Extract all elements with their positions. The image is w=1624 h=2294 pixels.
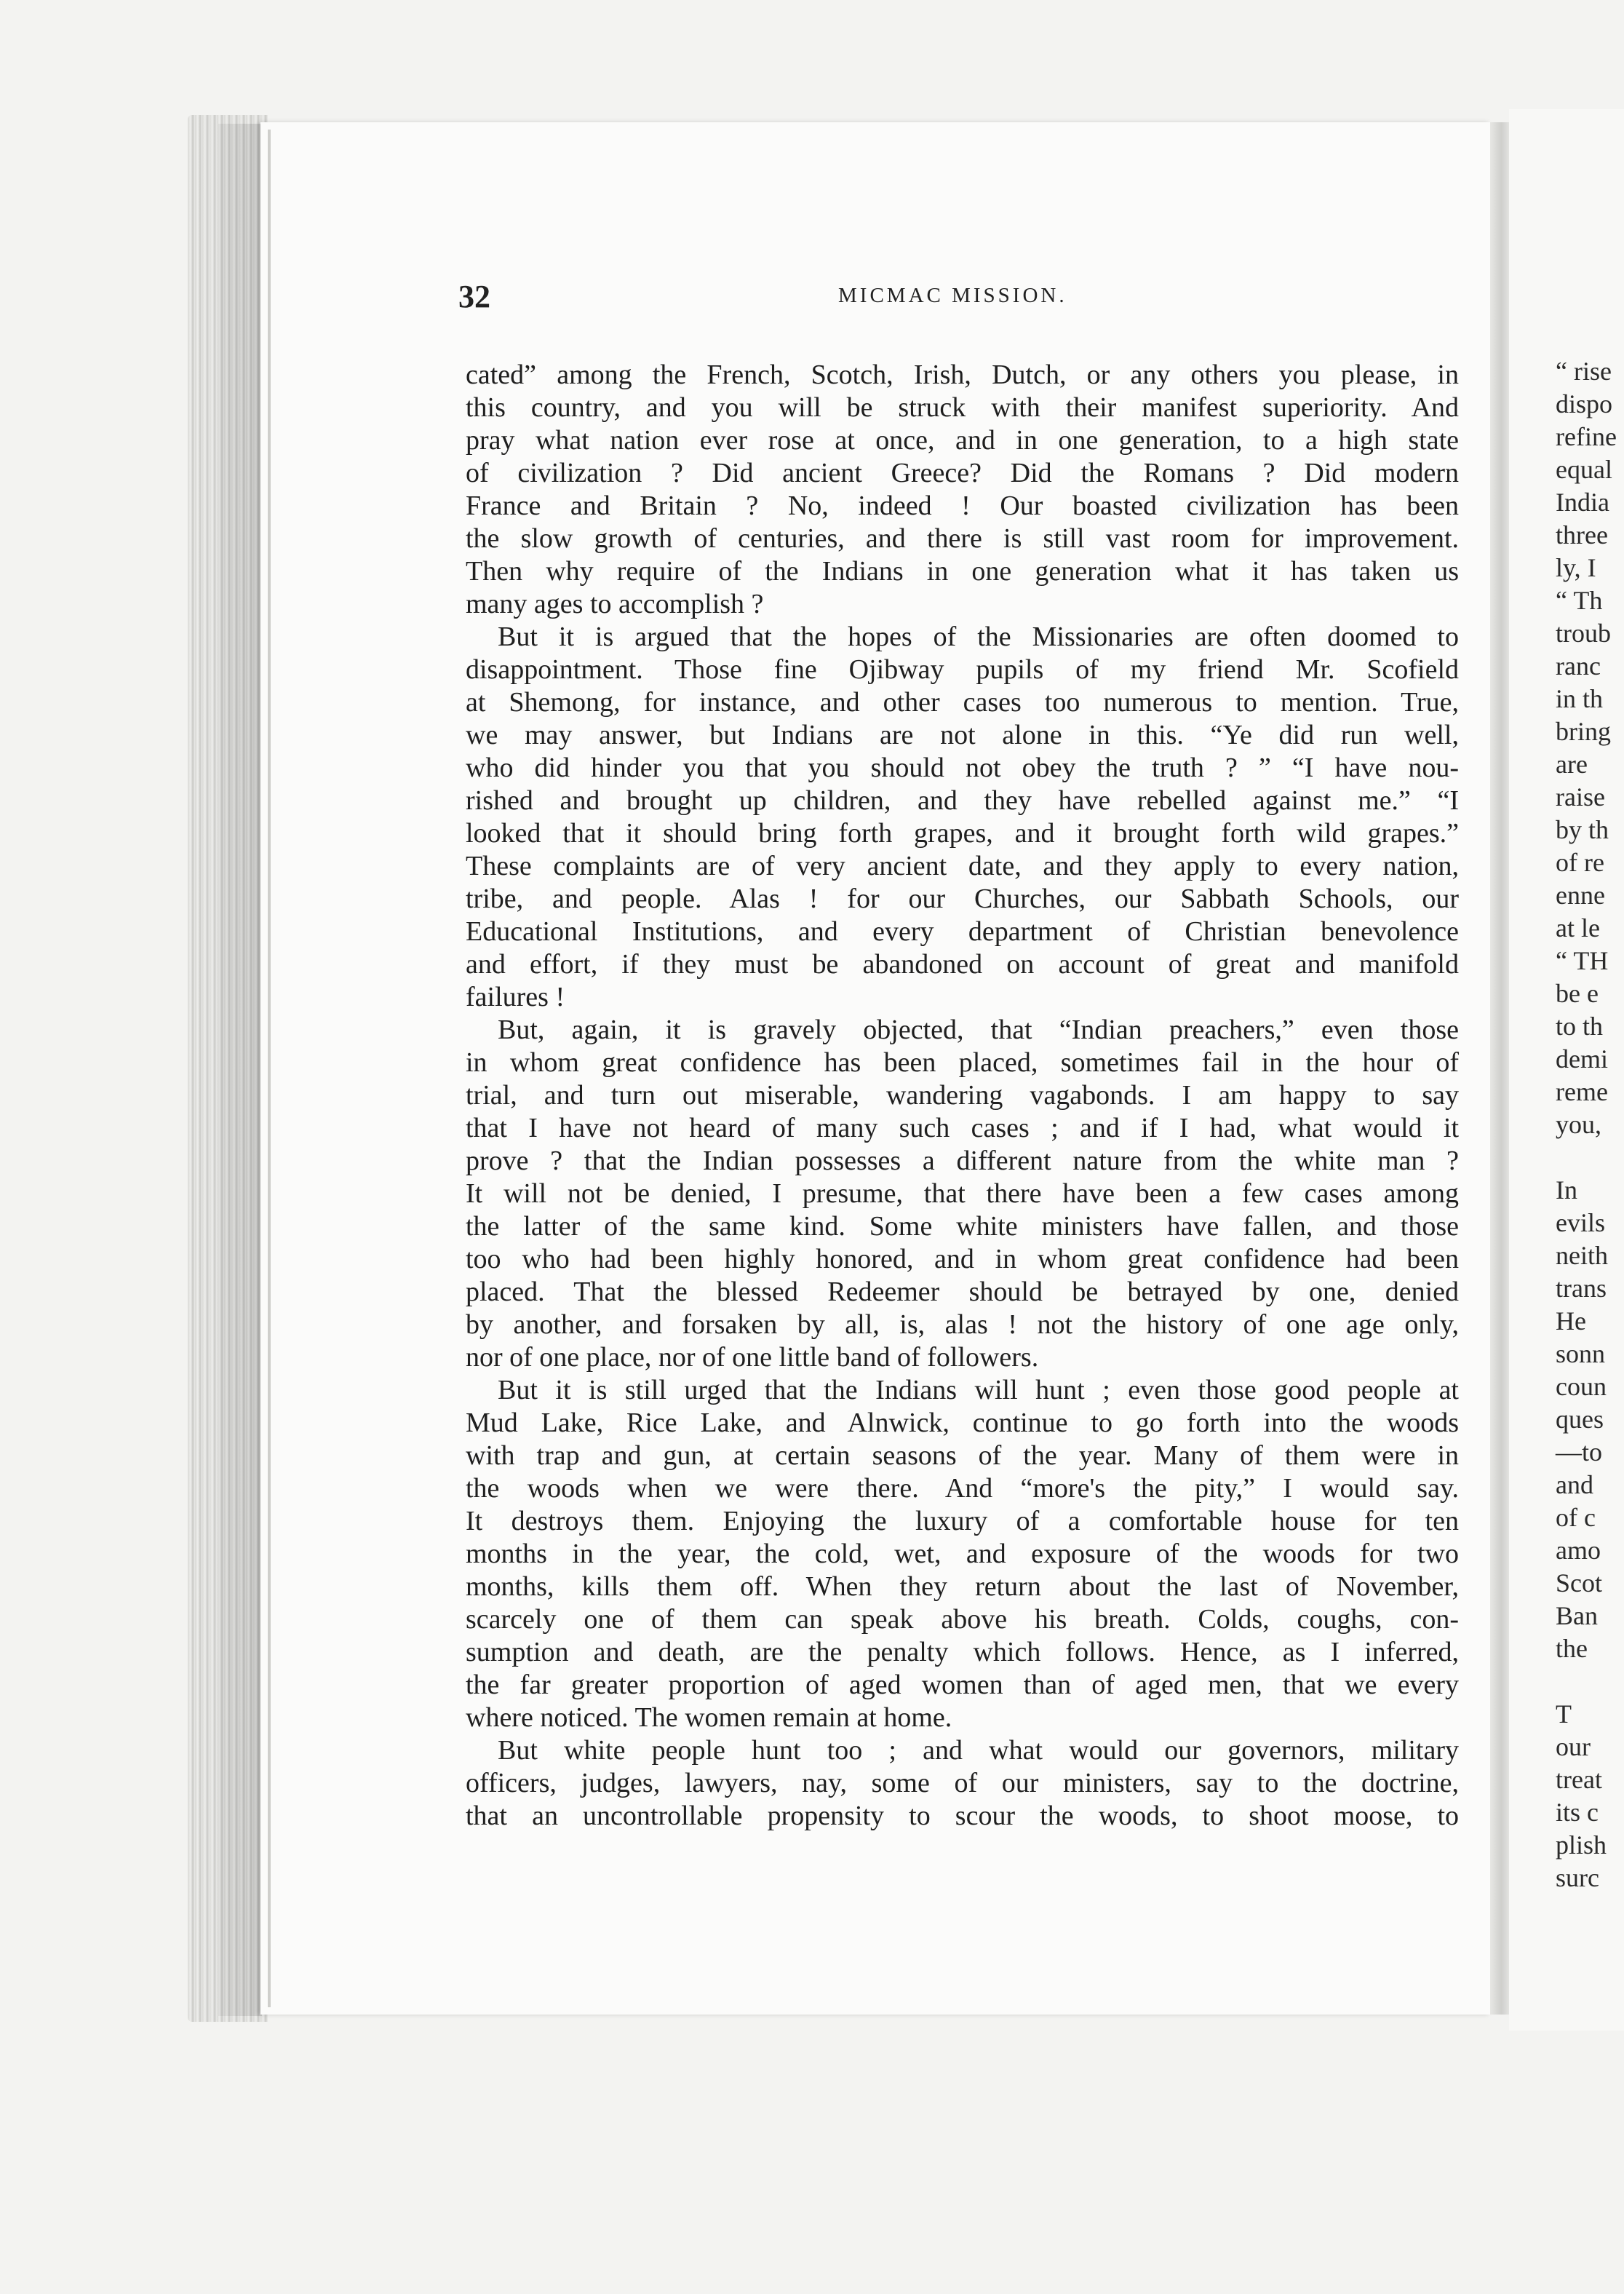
facing-page-line: treat [1556, 1765, 1602, 1794]
facing-page-line: are [1556, 750, 1588, 779]
facing-page-line: sonn [1556, 1339, 1606, 1368]
text-line: where noticed. The women remain at home. [466, 1702, 952, 1733]
facing-page-line: equal [1556, 455, 1612, 484]
facing-page-line: three [1556, 520, 1608, 549]
facing-page-line: evils [1556, 1208, 1605, 1237]
text-line: Educational Institutions, and every department of Christian benevolence [466, 916, 1459, 947]
text-line: too who had been highly honored, and in whom great confidence had been [466, 1244, 1459, 1274]
text-line: in whom great confidence has been placed, sometimes fail in the hour of [466, 1047, 1459, 1078]
facing-page-line: raise [1556, 782, 1605, 811]
text-line: officers, judges, lawyers, nay, some of our ministers, say to the doctrine, [466, 1768, 1459, 1798]
facing-page-line: bring [1556, 717, 1611, 746]
facing-page-line: India [1556, 488, 1609, 517]
text-line: months, kills them off. When they return about the last of November, [466, 1571, 1459, 1602]
facing-page-line: the [1556, 1634, 1588, 1663]
page-header [458, 278, 1455, 322]
text-line: that I have not heard of many such cases ; and if I had, what would it [466, 1113, 1459, 1143]
facing-page-line: ques [1556, 1405, 1604, 1434]
facing-page-fragment [1509, 109, 1624, 2031]
text-line: cated” among the French, Scotch, Irish, Dutch, or any others you please, in [466, 360, 1459, 390]
text-line: who did hinder you that you should not obey the truth ? ” “I have nou- [466, 753, 1459, 783]
facing-page-line: in th [1556, 684, 1604, 713]
text-line: Then why require of the Indians in one generation what it has taken us [466, 556, 1459, 587]
text-line: These complaints are of very ancient date, and they apply to every nation, [466, 851, 1459, 881]
facing-page-line: amo [1556, 1536, 1601, 1565]
facing-page-line: and [1556, 1470, 1593, 1499]
text-line: placed. That the blessed Redeemer should be betrayed by one, denied [466, 1277, 1459, 1307]
facing-page-line: dispo [1556, 389, 1613, 418]
text-line: nor of one place, nor of one little band of followers. [466, 1342, 1039, 1373]
facing-page-line: reme [1556, 1077, 1608, 1106]
page-edge-shadow [218, 124, 262, 2016]
text-line: the far greater proportion of aged women than of aged men, that we every [466, 1670, 1459, 1700]
text-line: the slow growth of centuries, and there is still vast room for improvement. [466, 523, 1459, 554]
text-line: by another, and forsaken by all, is, alas ! not the history of one age only, [466, 1309, 1459, 1340]
facing-page-line: coun [1556, 1372, 1607, 1401]
text-line: pray what nation ever rose at once, and in one generation, to a high state [466, 425, 1459, 456]
facing-page-line: “ Th [1556, 586, 1603, 615]
text-line: months in the year, the cold, wet, and exposure of the woods for two [466, 1539, 1459, 1569]
text-line: But, again, it is gravely objected, that “Indian preachers,” even those [498, 1015, 1459, 1045]
facing-page-line: “ rise [1556, 357, 1612, 386]
text-line: trial, and turn out miserable, wandering vagabonds. I am happy to say [466, 1080, 1459, 1111]
text-line: the latter of the same kind. Some white ministers have fallen, and those [466, 1211, 1459, 1242]
facing-page-line: be e [1556, 979, 1599, 1008]
text-line: scarcely one of them can speak above his breath. Colds, coughs, con- [466, 1604, 1459, 1635]
facing-page-line: “ TH [1556, 946, 1609, 975]
facing-page-line: of c [1556, 1503, 1596, 1532]
text-line: But white people hunt too ; and what would our governors, military [498, 1735, 1459, 1766]
facing-page-line: of re [1556, 848, 1604, 877]
text-line: looked that it should bring forth grapes, and it brought forth wild grapes.” [466, 818, 1459, 849]
facing-page-line: troub [1556, 619, 1611, 648]
text-line: It will not be denied, I presume, that there have been a few cases among [466, 1178, 1459, 1209]
facing-page-line: —to [1556, 1437, 1603, 1467]
running-title: MICMAC MISSION. [838, 284, 1067, 307]
text-line: rished and brought up children, and they have rebelled against me.” “I [466, 785, 1459, 816]
facing-page-line: you, [1556, 1110, 1601, 1139]
facing-page-line: surc [1556, 1863, 1599, 1892]
facing-page-line: to th [1556, 1012, 1604, 1041]
text-line: tribe, and people. Alas ! for our Churches, our Sabbath Schools, our [466, 884, 1459, 914]
text-line: many ages to accomplish ? [466, 589, 764, 619]
book-gutter [1490, 122, 1509, 2015]
text-line: this country, and you will be struck with their manifest superiority. And [466, 392, 1459, 423]
facing-page-line: refine [1556, 422, 1617, 451]
text-line: It destroys them. Enjoying the luxury of a comfortable house for ten [466, 1506, 1459, 1536]
text-line: But it is still urged that the Indians will hunt ; even those good people at [498, 1375, 1459, 1405]
text-line: But it is argued that the hopes of the Missionaries are often doomed to [498, 622, 1459, 652]
facing-page-line: demi [1556, 1044, 1608, 1073]
facing-page-line: our [1556, 1732, 1591, 1761]
facing-page-line: In [1556, 1175, 1577, 1204]
facing-page-line: Scot [1556, 1568, 1603, 1598]
facing-page-line: ranc [1556, 651, 1601, 680]
facing-page-line: ly, I [1556, 553, 1596, 582]
facing-page-line: by th [1556, 815, 1609, 844]
facing-page-line: trans [1556, 1274, 1607, 1303]
text-line: with trap and gun, at certain seasons of the year. Many of them were in [466, 1440, 1459, 1471]
text-line: Mud Lake, Rice Lake, and Alnwick, continue to go forth into the woods [466, 1408, 1459, 1438]
page-number: 32 [458, 279, 490, 314]
facing-page-line: T [1556, 1699, 1572, 1729]
facing-page-line: neith [1556, 1241, 1608, 1270]
text-line: the woods when we were there. And “more's the pity,” I would say. [466, 1473, 1459, 1504]
text-line: sumption and death, are the penalty which follows. Hence, as I inferred, [466, 1637, 1459, 1667]
facing-page-line: its c [1556, 1798, 1599, 1827]
body-text [466, 359, 1459, 1833]
text-line: France and Britain ? No, indeed ! Our boasted civilization has been [466, 491, 1459, 521]
facing-page-line: at le [1556, 913, 1600, 942]
facing-page-line: plish [1556, 1830, 1607, 1860]
text-line: of civilization ? Did ancient Greece? Did the Romans ? Did modern [466, 458, 1459, 488]
text-line: at Shemong, for instance, and other cases too numerous to mention. True, [466, 687, 1459, 718]
text-line: prove ? that the Indian possesses a different nature from the white man ? [466, 1146, 1459, 1176]
facing-page-line: Ban [1556, 1601, 1598, 1630]
text-line: failures ! [466, 982, 565, 1012]
text-line: that an uncontrollable propensity to scour the woods, to shoot moose, to [466, 1801, 1459, 1831]
text-line: we may answer, but Indians are not alone in this. “Ye did run well, [466, 720, 1459, 750]
text-line: disappointment. Those fine Ojibway pupils of my friend Mr. Scofield [466, 654, 1459, 685]
page-inner-border [268, 130, 271, 2007]
facing-page-line: enne [1556, 881, 1605, 910]
facing-page-line: He [1556, 1306, 1586, 1335]
text-line: and effort, if they must be abandoned on account of great and manifold [466, 949, 1459, 980]
